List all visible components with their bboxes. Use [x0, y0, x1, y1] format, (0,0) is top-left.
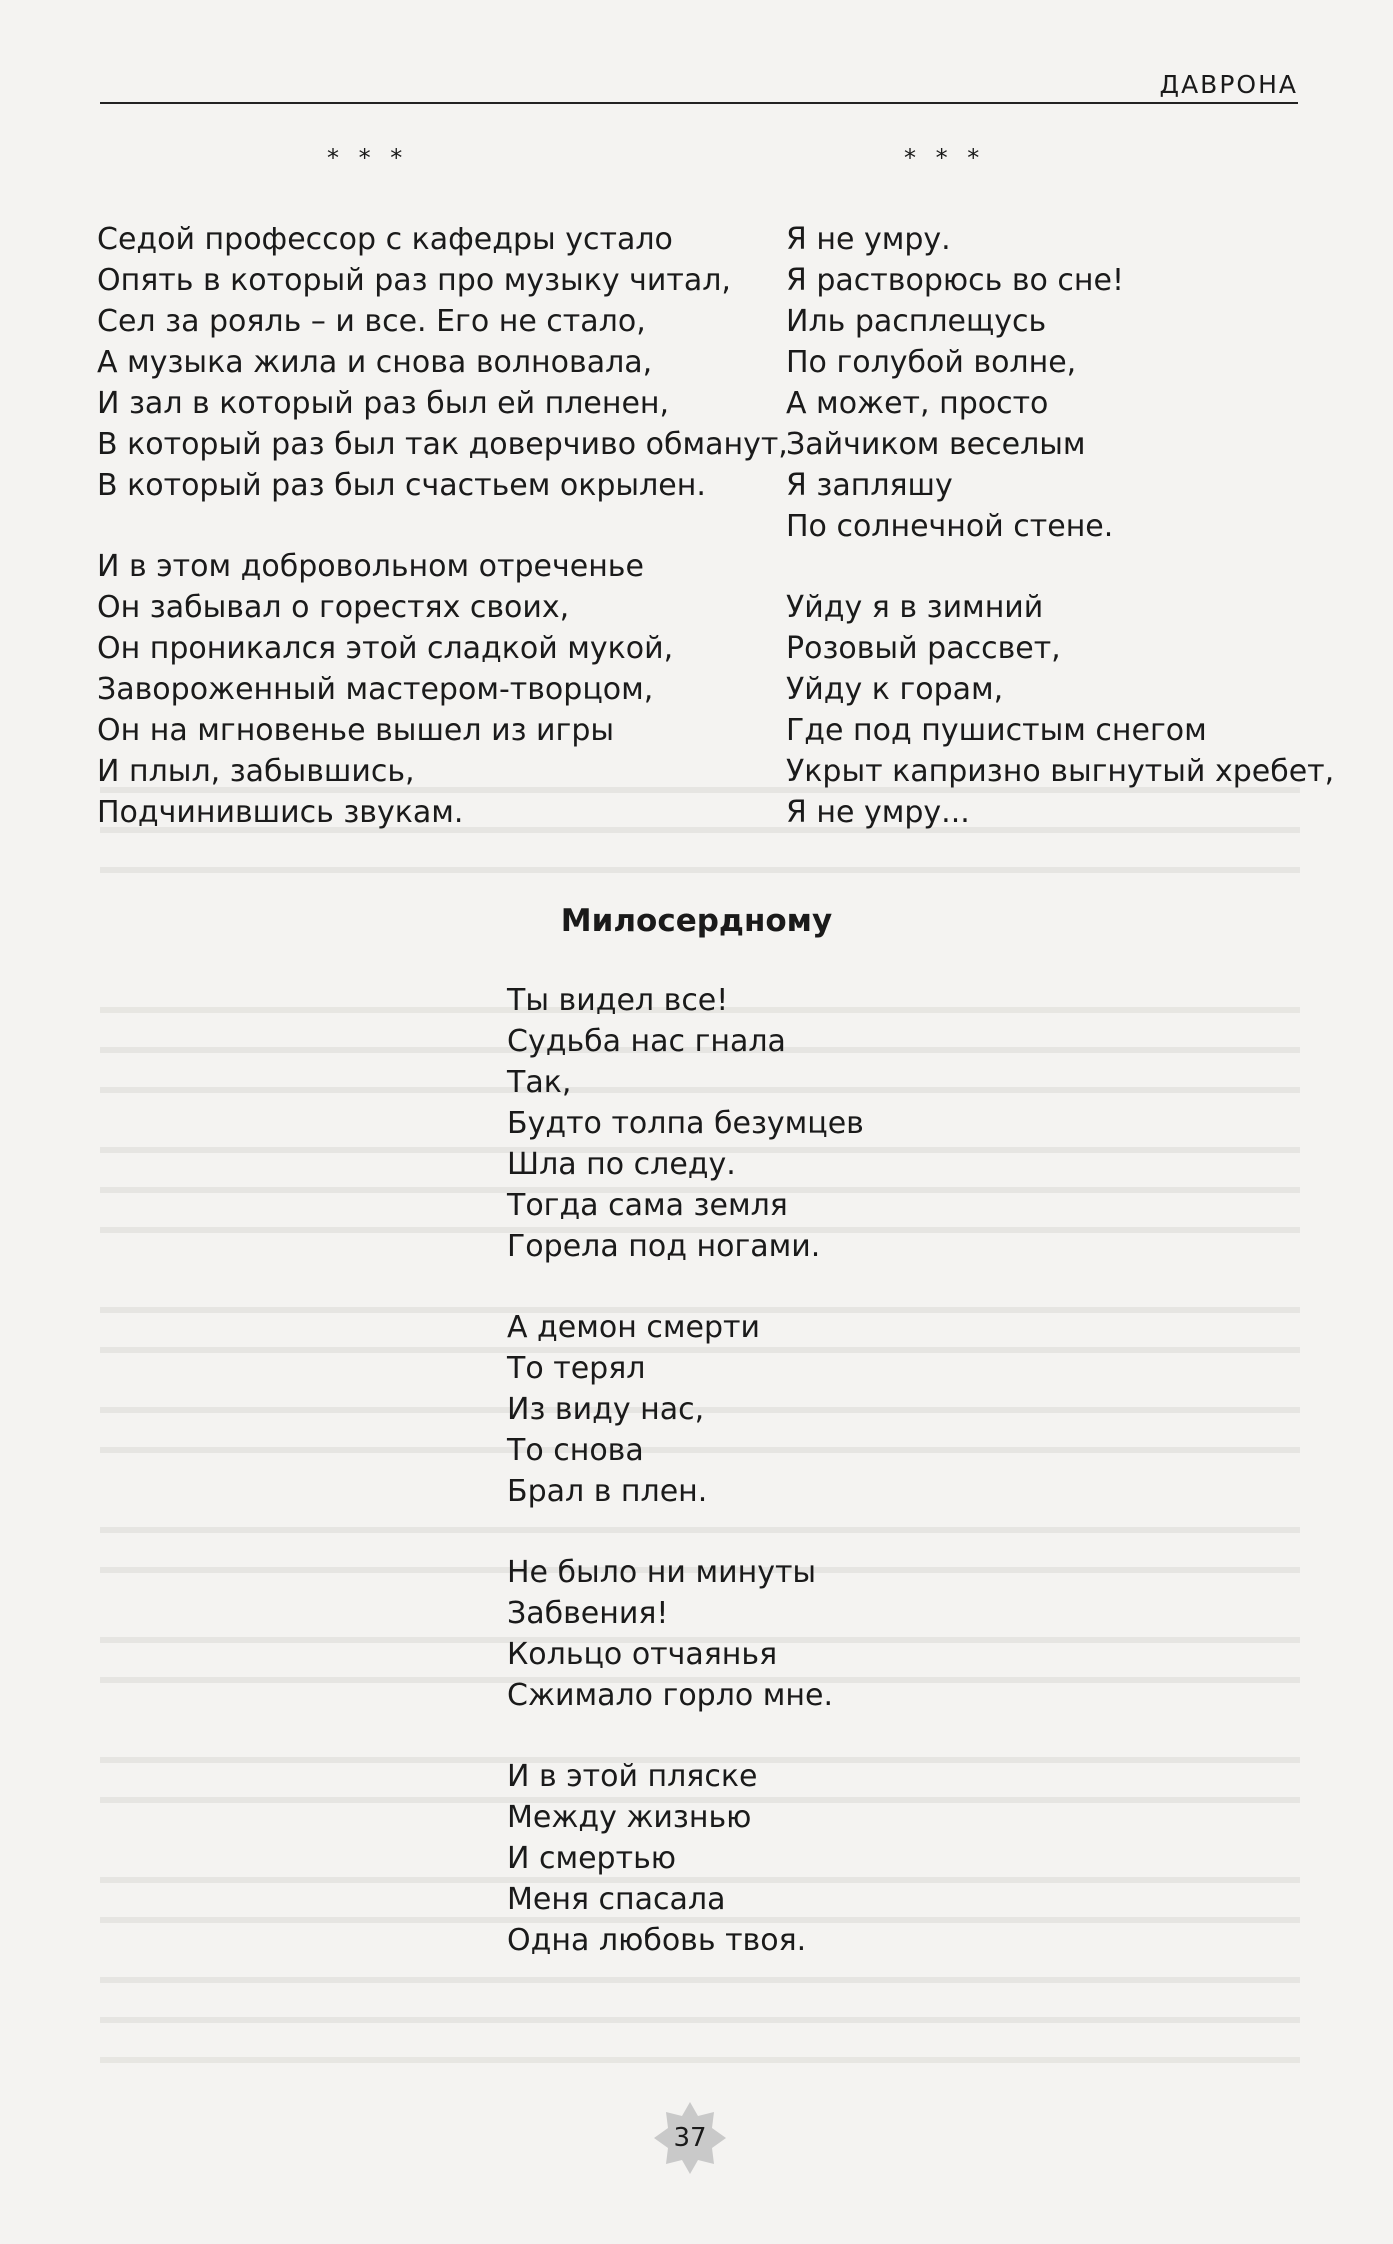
left-poem-stanza — [97, 546, 788, 833]
poem-line: Меня спасала — [507, 1882, 726, 1917]
poem-line: Брал в плен. — [507, 1474, 708, 1509]
poem-line: Одна любовь твоя. — [507, 1923, 807, 1958]
right-poem — [786, 138, 1334, 873]
page-number: 37 — [673, 2123, 707, 2153]
poem-line: А может, просто — [786, 386, 1049, 421]
poem-line: Горела под ногами. — [507, 1229, 821, 1264]
poem-line: Кольцо отчаянья — [507, 1637, 778, 1672]
poem-line: И в этом добровольном отреченье — [97, 549, 644, 584]
poem-line: В который раз был так доверчиво обманут, — [97, 427, 788, 462]
poem-line: По солнечной стене. — [786, 509, 1114, 544]
left-poem-asterisks: * * * — [327, 144, 409, 172]
poem-line: Будто толпа безумцев — [507, 1106, 864, 1141]
poem-line: Сел за рояль – и все. Его не стало, — [97, 304, 646, 339]
poem-line: И плыл, забывшись, — [97, 754, 415, 789]
third-poem-stanza — [507, 1307, 864, 1512]
poem-line: Зайчиком веселым — [786, 427, 1086, 462]
page-number-badge — [652, 2100, 728, 2176]
header-rule — [100, 102, 1298, 104]
poem-line: Я запляшу — [786, 468, 953, 503]
poem-line: Шла по следу. — [507, 1147, 736, 1182]
poem-line: Укрыт капризно выгнутый хребет, — [786, 754, 1335, 789]
left-poem-stanza — [97, 219, 788, 506]
poem-line: То снова — [507, 1433, 644, 1468]
poem-line: Подчинившись звукам. — [97, 795, 464, 830]
poem-line: Судьба нас гнала — [507, 1024, 786, 1059]
poem-line: Он забывал о горестях своих, — [97, 590, 570, 625]
right-poem-stanza — [786, 587, 1334, 833]
third-poem-stanza — [507, 980, 864, 1267]
poem-line: Я не умру. — [786, 222, 951, 257]
poem-line: Сжимало горло мне. — [507, 1678, 834, 1713]
poem-line: Тогда сама земля — [507, 1188, 788, 1223]
poem-line: Иль расплещусь — [786, 304, 1047, 339]
third-poem-stanza — [507, 1552, 864, 1716]
poem-line: То терял — [507, 1351, 646, 1386]
poem-line: Я растворюсь во сне! — [786, 263, 1124, 298]
right-poem-asterisks: * * * — [904, 144, 986, 172]
right-poem-stanza — [786, 219, 1334, 547]
poem-line: Опять в который раз про музыку читал, — [97, 263, 731, 298]
third-poem-stanza — [507, 1756, 864, 1961]
poem-line: Он на мгновенье вышел из игры — [97, 713, 615, 748]
poem-line: Так, — [507, 1065, 572, 1100]
poem-line: И в этой пляске — [507, 1759, 758, 1794]
third-poem — [507, 980, 864, 2001]
poem-line: По голубой волне, — [786, 345, 1077, 380]
poem-line: Не было ни минуты — [507, 1555, 817, 1590]
poem-line: В который раз был счастьем окрылен. — [97, 468, 706, 503]
poem-line: И смертью — [507, 1841, 677, 1876]
poem-line: И зал в который раз был ей пленен, — [97, 386, 670, 421]
poem-line: Седой профессор с кафедры устало — [97, 222, 673, 257]
poem-line: Он проникался этой сладкой мукой, — [97, 631, 674, 666]
poem-line: Где под пушистым снегом — [786, 713, 1207, 748]
poem-line: А музыка жила и снова волновала, — [97, 345, 653, 380]
poem-line: Я не умру... — [786, 795, 970, 830]
poem-line: Розовый рассвет, — [786, 631, 1061, 666]
left-poem — [97, 138, 788, 873]
poem-line: Ты видел все! — [507, 983, 729, 1018]
poem-line: Завороженный мастером-творцом, — [97, 672, 654, 707]
running-head: ДАВРОНА — [1159, 70, 1298, 99]
poem-line: Из виду нас, — [507, 1392, 705, 1427]
poem-line: Забвения! — [507, 1596, 669, 1631]
poem-line: Уйду к горам, — [786, 672, 1004, 707]
poem-line: А демон смерти — [507, 1310, 760, 1345]
poem-line: Между жизнью — [507, 1800, 752, 1835]
poem-line: Уйду я в зимний — [786, 590, 1044, 625]
poem-title: Милосердному — [560, 903, 833, 939]
